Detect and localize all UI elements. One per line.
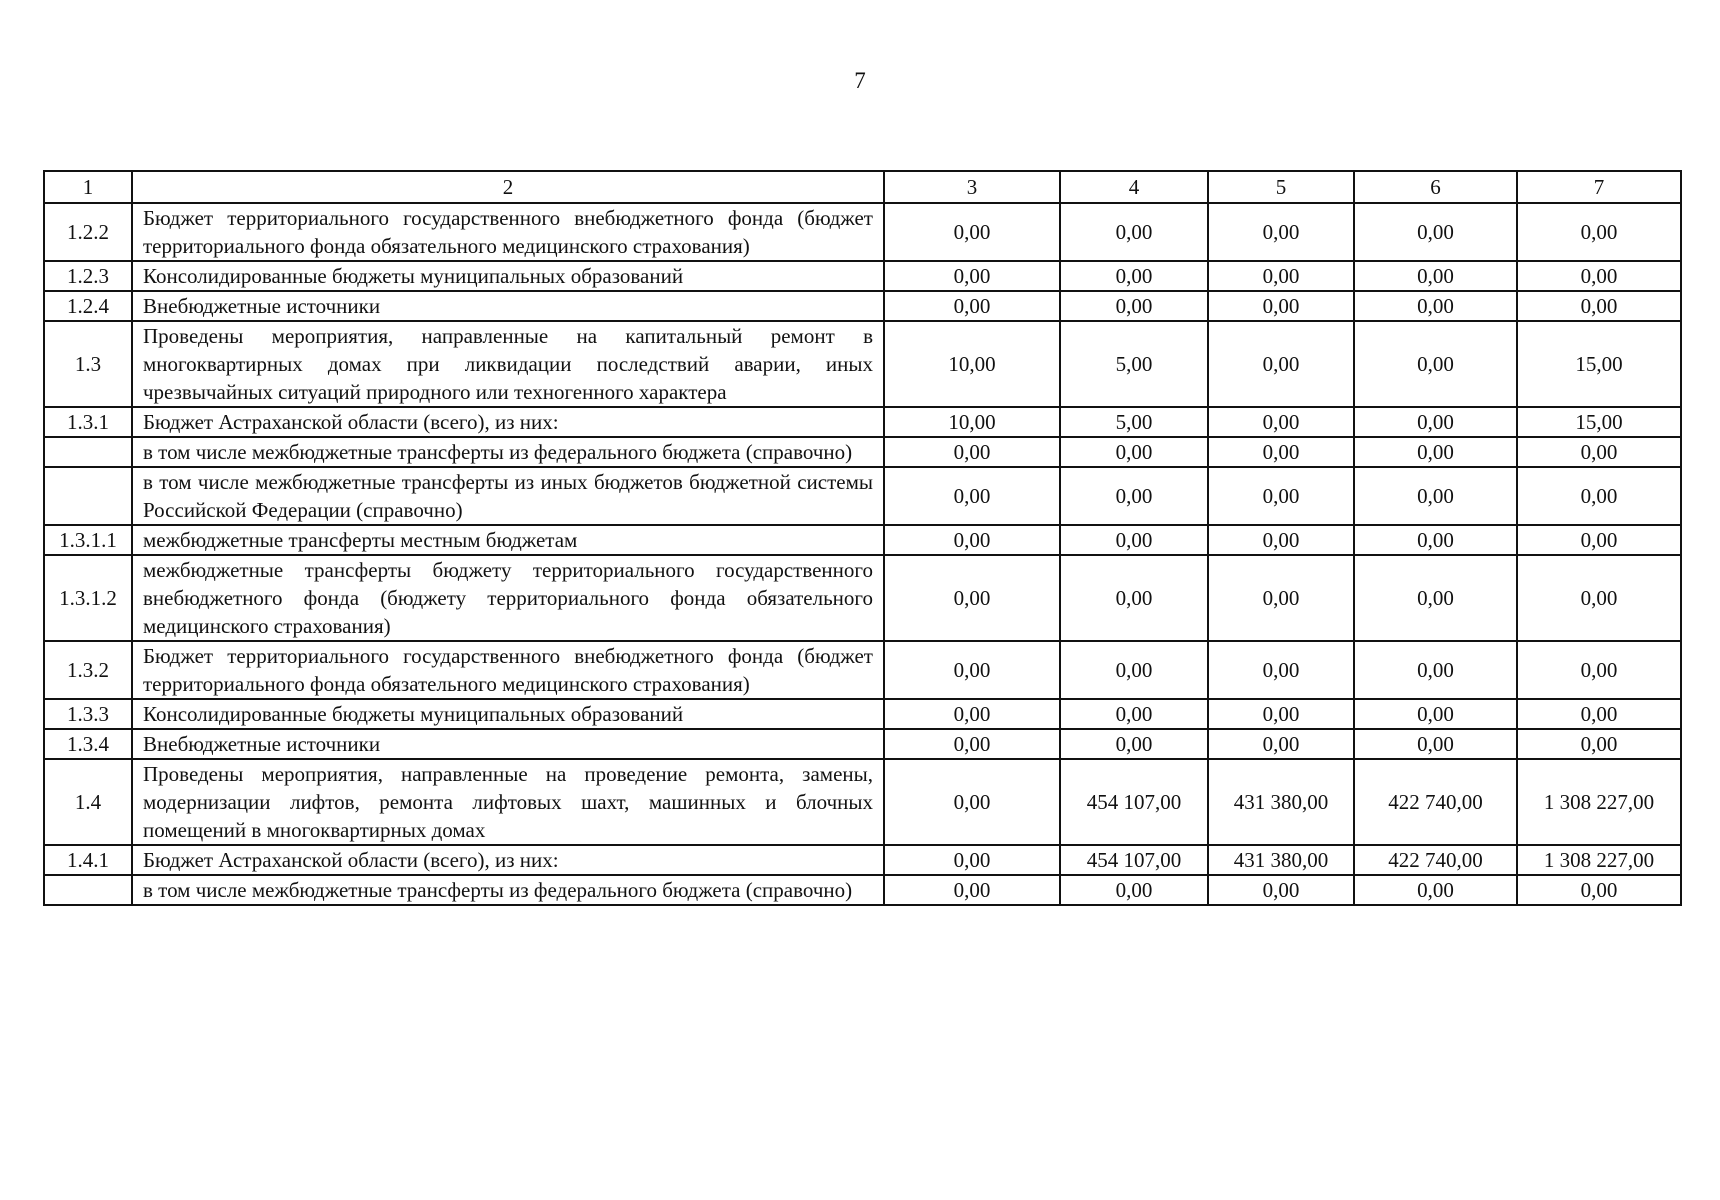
value-cell-col7: 15,00 bbox=[1517, 321, 1681, 407]
value-cell-col3: 0,00 bbox=[884, 261, 1060, 291]
value-cell-col5: 0,00 bbox=[1208, 467, 1354, 525]
row-description-cell: Проведены мероприятия, направленные на капитальный ремонт в многоквартирных домах при ликвидации последствий аварии, иных чрезвычайных ситуаций природного или техногенного характера bbox=[132, 321, 884, 407]
row-number-cell: 1.3.1.1 bbox=[44, 525, 132, 555]
value-cell-col6: 0,00 bbox=[1354, 437, 1517, 467]
value-cell-col5: 0,00 bbox=[1208, 203, 1354, 261]
value-cell-col3: 0,00 bbox=[884, 641, 1060, 699]
column-header: 6 bbox=[1354, 171, 1517, 203]
column-header: 2 bbox=[132, 171, 884, 203]
value-cell-col5: 0,00 bbox=[1208, 437, 1354, 467]
row-description-cell: Консолидированные бюджеты муниципальных образований bbox=[132, 261, 884, 291]
table-row bbox=[44, 291, 1681, 321]
page-number: 7 bbox=[854, 68, 866, 93]
value-cell-col5: 0,00 bbox=[1208, 261, 1354, 291]
value-cell-col3: 10,00 bbox=[884, 321, 1060, 407]
column-header: 3 bbox=[884, 171, 1060, 203]
row-description-cell: Внебюджетные источники bbox=[132, 291, 884, 321]
value-cell-col6: 0,00 bbox=[1354, 555, 1517, 641]
value-cell-col5: 0,00 bbox=[1208, 875, 1354, 905]
value-cell-col5: 0,00 bbox=[1208, 321, 1354, 407]
row-number-cell: 1.2.4 bbox=[44, 291, 132, 321]
row-number-cell: 1.3.2 bbox=[44, 641, 132, 699]
table-row bbox=[44, 467, 1681, 525]
value-cell-col4: 0,00 bbox=[1060, 729, 1208, 759]
table-row bbox=[44, 407, 1681, 437]
table-row bbox=[44, 641, 1681, 699]
row-number-cell bbox=[44, 875, 132, 905]
table-row bbox=[44, 729, 1681, 759]
row-description-cell: Бюджет территориального государственного внебюджетного фонда (бюджет территориального фонда обязательного медицинского страхования) bbox=[132, 641, 884, 699]
row-number-cell bbox=[44, 467, 132, 525]
value-cell-col3: 10,00 bbox=[884, 407, 1060, 437]
budget-table bbox=[43, 170, 1682, 906]
value-cell-col7: 1 308 227,00 bbox=[1517, 845, 1681, 875]
table-row bbox=[44, 437, 1681, 467]
value-cell-col4: 5,00 bbox=[1060, 321, 1208, 407]
value-cell-col3: 0,00 bbox=[884, 467, 1060, 525]
value-cell-col5: 0,00 bbox=[1208, 525, 1354, 555]
row-number-cell: 1.4 bbox=[44, 759, 132, 845]
row-description-cell: в том числе межбюджетные трансферты из федерального бюджета (справочно) bbox=[132, 875, 884, 905]
value-cell-col5: 0,00 bbox=[1208, 555, 1354, 641]
value-cell-col7: 0,00 bbox=[1517, 641, 1681, 699]
value-cell-col6: 0,00 bbox=[1354, 291, 1517, 321]
table-row bbox=[44, 845, 1681, 875]
value-cell-col7: 0,00 bbox=[1517, 555, 1681, 641]
column-header: 5 bbox=[1208, 171, 1354, 203]
value-cell-col3: 0,00 bbox=[884, 729, 1060, 759]
value-cell-col4: 0,00 bbox=[1060, 699, 1208, 729]
value-cell-col7: 0,00 bbox=[1517, 437, 1681, 467]
column-number-header-row bbox=[44, 171, 1681, 203]
table-row bbox=[44, 875, 1681, 905]
table-row bbox=[44, 525, 1681, 555]
table-row bbox=[44, 555, 1681, 641]
value-cell-col4: 0,00 bbox=[1060, 203, 1208, 261]
value-cell-col3: 0,00 bbox=[884, 525, 1060, 555]
row-number-cell: 1.3 bbox=[44, 321, 132, 407]
row-description-cell: Внебюджетные источники bbox=[132, 729, 884, 759]
row-description-cell: в том числе межбюджетные трансферты из иных бюджетов бюджетной системы Российской Федерации (справочно) bbox=[132, 467, 884, 525]
table-row bbox=[44, 699, 1681, 729]
row-number-cell: 1.2.2 bbox=[44, 203, 132, 261]
value-cell-col6: 0,00 bbox=[1354, 261, 1517, 291]
value-cell-col6: 0,00 bbox=[1354, 203, 1517, 261]
value-cell-col3: 0,00 bbox=[884, 845, 1060, 875]
row-description-cell: межбюджетные трансферты местным бюджетам bbox=[132, 525, 884, 555]
value-cell-col5: 431 380,00 bbox=[1208, 845, 1354, 875]
table-row bbox=[44, 261, 1681, 291]
row-description-cell: межбюджетные трансферты бюджету территориального государственного внебюджетного фонда (бюджету территориального фонда обязательного медицинского страхования) bbox=[132, 555, 884, 641]
row-number-cell: 1.3.1 bbox=[44, 407, 132, 437]
value-cell-col4: 0,00 bbox=[1060, 641, 1208, 699]
value-cell-col4: 0,00 bbox=[1060, 261, 1208, 291]
row-number-cell: 1.3.4 bbox=[44, 729, 132, 759]
row-description-cell: Бюджет территориального государственного внебюджетного фонда (бюджет территориального фонда обязательного медицинского страхования) bbox=[132, 203, 884, 261]
column-header: 1 bbox=[44, 171, 132, 203]
row-number-cell: 1.4.1 bbox=[44, 845, 132, 875]
value-cell-col5: 0,00 bbox=[1208, 407, 1354, 437]
value-cell-col6: 0,00 bbox=[1354, 641, 1517, 699]
value-cell-col7: 15,00 bbox=[1517, 407, 1681, 437]
value-cell-col7: 0,00 bbox=[1517, 699, 1681, 729]
row-description-cell: Бюджет Астраханской области (всего), из них: bbox=[132, 407, 884, 437]
value-cell-col6: 0,00 bbox=[1354, 699, 1517, 729]
value-cell-col4: 0,00 bbox=[1060, 555, 1208, 641]
row-description-cell: Бюджет Астраханской области (всего), из них: bbox=[132, 845, 884, 875]
value-cell-col6: 0,00 bbox=[1354, 321, 1517, 407]
value-cell-col6: 422 740,00 bbox=[1354, 759, 1517, 845]
value-cell-col4: 0,00 bbox=[1060, 291, 1208, 321]
table-row bbox=[44, 203, 1681, 261]
row-number-cell: 1.3.3 bbox=[44, 699, 132, 729]
value-cell-col6: 0,00 bbox=[1354, 407, 1517, 437]
value-cell-col4: 0,00 bbox=[1060, 437, 1208, 467]
value-cell-col5: 0,00 bbox=[1208, 641, 1354, 699]
row-number-cell bbox=[44, 437, 132, 467]
value-cell-col4: 0,00 bbox=[1060, 467, 1208, 525]
value-cell-col4: 454 107,00 bbox=[1060, 759, 1208, 845]
row-description-cell: Проведены мероприятия, направленные на проведение ремонта, замены, модернизации лифтов, ремонта лифтовых шахт, машинных и блочных помещений в многоквартирных домах bbox=[132, 759, 884, 845]
row-number-cell: 1.3.1.2 bbox=[44, 555, 132, 641]
value-cell-col6: 0,00 bbox=[1354, 729, 1517, 759]
value-cell-col3: 0,00 bbox=[884, 699, 1060, 729]
value-cell-col7: 0,00 bbox=[1517, 525, 1681, 555]
value-cell-col5: 0,00 bbox=[1208, 291, 1354, 321]
value-cell-col6: 0,00 bbox=[1354, 525, 1517, 555]
value-cell-col3: 0,00 bbox=[884, 437, 1060, 467]
value-cell-col3: 0,00 bbox=[884, 203, 1060, 261]
value-cell-col4: 5,00 bbox=[1060, 407, 1208, 437]
value-cell-col5: 431 380,00 bbox=[1208, 759, 1354, 845]
value-cell-col7: 0,00 bbox=[1517, 729, 1681, 759]
value-cell-col6: 0,00 bbox=[1354, 467, 1517, 525]
value-cell-col7: 0,00 bbox=[1517, 875, 1681, 905]
value-cell-col7: 0,00 bbox=[1517, 291, 1681, 321]
table-row bbox=[44, 321, 1681, 407]
value-cell-col7: 1 308 227,00 bbox=[1517, 759, 1681, 845]
value-cell-col5: 0,00 bbox=[1208, 699, 1354, 729]
value-cell-col4: 454 107,00 bbox=[1060, 845, 1208, 875]
value-cell-col3: 0,00 bbox=[884, 875, 1060, 905]
table-row bbox=[44, 759, 1681, 845]
value-cell-col3: 0,00 bbox=[884, 759, 1060, 845]
row-description-cell: Консолидированные бюджеты муниципальных образований bbox=[132, 699, 884, 729]
value-cell-col7: 0,00 bbox=[1517, 261, 1681, 291]
value-cell-col6: 422 740,00 bbox=[1354, 845, 1517, 875]
row-description-cell: в том числе межбюджетные трансферты из федерального бюджета (справочно) bbox=[132, 437, 884, 467]
value-cell-col4: 0,00 bbox=[1060, 525, 1208, 555]
row-number-cell: 1.2.3 bbox=[44, 261, 132, 291]
column-header: 4 bbox=[1060, 171, 1208, 203]
column-header: 7 bbox=[1517, 171, 1681, 203]
value-cell-col5: 0,00 bbox=[1208, 729, 1354, 759]
value-cell-col3: 0,00 bbox=[884, 555, 1060, 641]
value-cell-col4: 0,00 bbox=[1060, 875, 1208, 905]
value-cell-col7: 0,00 bbox=[1517, 203, 1681, 261]
value-cell-col7: 0,00 bbox=[1517, 467, 1681, 525]
value-cell-col3: 0,00 bbox=[884, 291, 1060, 321]
value-cell-col6: 0,00 bbox=[1354, 875, 1517, 905]
